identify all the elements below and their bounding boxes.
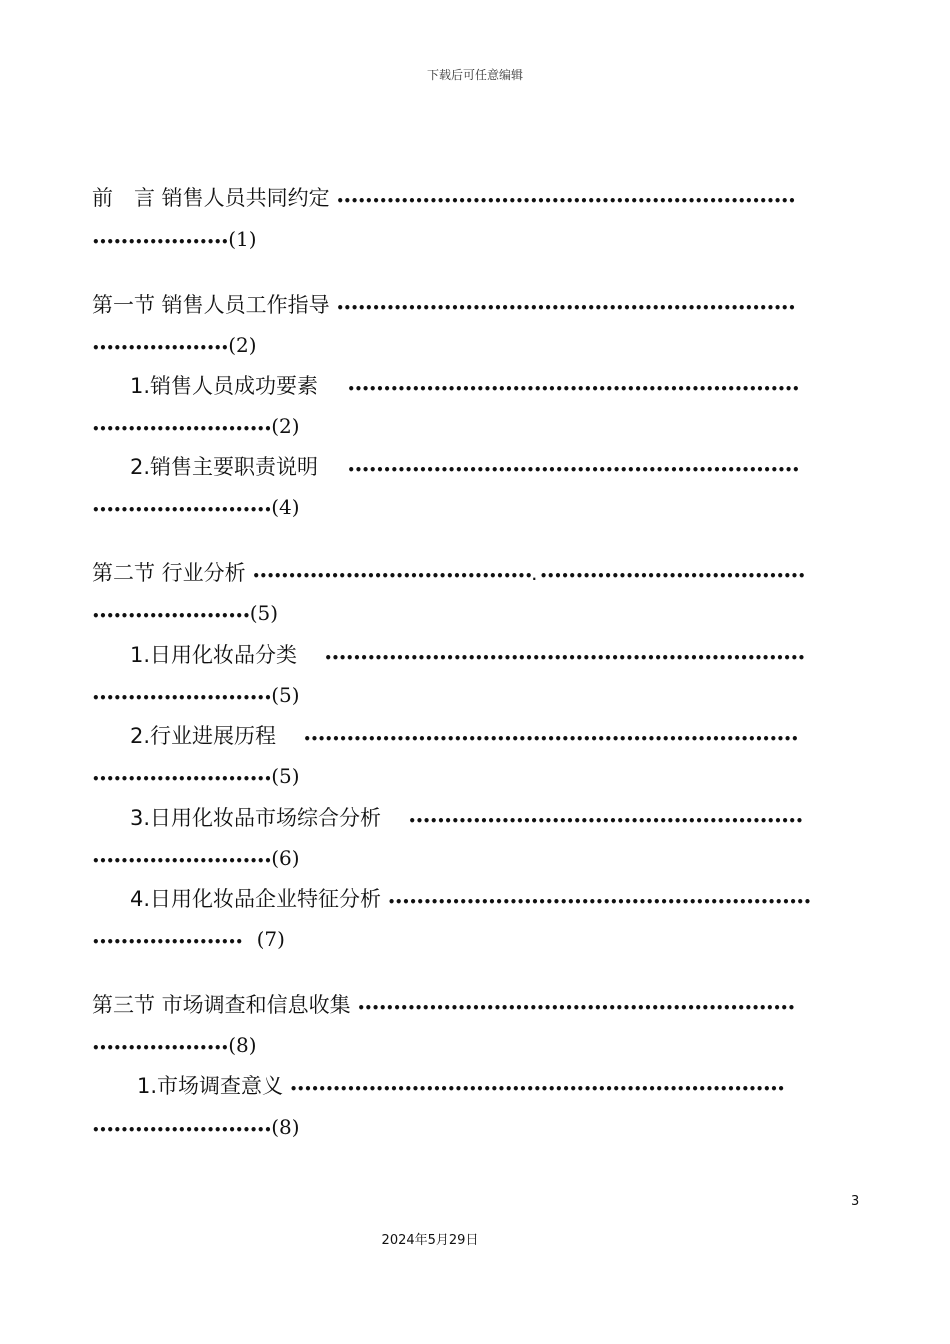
toc-entry-page-line	[92, 1112, 300, 1142]
toc-leader-dots: •••••••••••••••••••••••••••••••••••••••••••••••••••••••••••••••••••••	[303, 732, 799, 746]
toc-leader-dots: •••••••••••••••••••	[92, 235, 229, 249]
toc-leader-dots: •••••••••••••••••••••	[92, 935, 243, 949]
toc-entry-title: 2.行业进展历程	[130, 724, 277, 748]
toc-entry-title-line[interactable]	[130, 371, 799, 401]
toc-leader-dots: •••••••••••••••••••••••••••••••••••••••••••••••••••••••••••••••••••	[324, 651, 805, 665]
toc-entry-title-line[interactable]	[92, 558, 805, 588]
toc-page-number: (5)	[249, 601, 279, 625]
toc-leader-dots: •••••••••••••••••••	[92, 1041, 229, 1055]
toc-page-number: (6)	[271, 846, 300, 870]
toc-entry-title: 1.市场调查意义	[137, 1074, 284, 1098]
toc-entry-page-line	[92, 598, 278, 628]
toc-entry-page-line	[92, 411, 300, 441]
page-header: 下载后可任意编辑	[426, 68, 523, 82]
toc-leader-dots: •••••••••••••••••••	[92, 341, 229, 355]
toc-page-number: (8)	[271, 1115, 300, 1139]
toc-entry-title-line[interactable]	[92, 183, 795, 213]
toc-page-number: (7)	[256, 927, 285, 951]
toc-entry-page-line	[92, 761, 300, 791]
toc-leader-dots: •••••••••••••••••••••••••	[92, 772, 272, 786]
toc-entry-title-line[interactable]	[130, 884, 811, 914]
toc-entry-page-line	[92, 843, 300, 873]
toc-leader-dots: ••••••••••••••••••••••••••••••••••••••••••••••••••••••••••••••••	[336, 301, 796, 315]
toc-entry-title: 第一节 销售人员工作指导	[92, 293, 330, 317]
toc-entry-title-line[interactable]	[130, 803, 803, 833]
toc-entry-title-line[interactable]	[130, 640, 805, 670]
toc-leader-dots: •••••••••••••••••••••••••	[92, 422, 272, 436]
toc-leader-dots: •••••••••••••••••••••••••••••••••••••••••••••••••••••••••••	[387, 895, 811, 909]
toc-entry-title-line[interactable]	[130, 452, 799, 482]
toc-leader-dots: ••••••••••••••••••••••	[92, 609, 250, 623]
toc-entry-title-line[interactable]	[92, 990, 795, 1020]
toc-leader-dots: •••••••••••••••••••••••••••••••••••••••••••••••••••••••••••••••	[347, 463, 800, 477]
toc-entry-page-line	[92, 680, 300, 710]
toc-leader-dots: •••••••••••••••••••••••••	[92, 691, 272, 705]
toc-entry-title: 2.销售主要职责说明	[130, 455, 319, 479]
toc-entry-page-line	[92, 224, 257, 254]
toc-leader-dots: •••••••••••••••••••••••••	[92, 854, 272, 868]
toc-leader-dots: ••••••••••••••••••••••••••••••••••••••••••••••••••••••••••••••••	[336, 194, 796, 208]
toc-entry-title: 3.日用化妆品市场综合分析	[130, 806, 382, 830]
toc-page-number: (8)	[228, 1033, 257, 1057]
toc-leader-dots: •••••••••••••••••••••••••••••••••••••••••••••••••••••••••••••••	[347, 382, 800, 396]
toc-entry-title-line[interactable]	[137, 1071, 784, 1101]
toc-leader-dots: •••••••••••••••••••••••••	[92, 1123, 272, 1137]
toc-page-number: (4)	[271, 495, 300, 519]
toc-page-number: (2)	[271, 414, 300, 438]
toc-entry-page-line	[92, 492, 300, 522]
toc-entry-title-line[interactable]	[92, 290, 795, 320]
page-footer-date: 2024年5月29日	[381, 1233, 479, 1248]
toc-page-number: (1)	[228, 227, 257, 251]
toc-page-number: (2)	[228, 333, 257, 357]
toc-leader-dots: •••••••••••••••••••••••••••••••••••••••••••••••••••••••••••••••••••••	[289, 1082, 785, 1096]
toc-entry-title: 第三节 市场调查和信息收集	[92, 993, 351, 1017]
toc-page-number: (5)	[271, 683, 300, 707]
toc-leader-dots: •••••••••••••••••••••••••	[92, 503, 272, 517]
toc-entry-title-line[interactable]	[130, 721, 798, 751]
toc-leader-dots: •••••••••••••••••••••••••••••••••••••••••••••••••••••••	[408, 814, 803, 828]
toc-entry-title: 第二节 行业分析	[92, 561, 246, 585]
toc-entry-page-line	[92, 330, 257, 360]
toc-entry-title: 1.日用化妆品分类	[130, 643, 298, 667]
page-number: 3	[851, 1194, 860, 1209]
toc-page-number: (5)	[271, 764, 300, 788]
toc-entry-title: 前 言 销售人员共同约定	[92, 186, 330, 210]
toc-entry-title: 1.销售人员成功要素	[130, 374, 319, 398]
toc-entry-page-line	[92, 924, 285, 954]
toc-leader-dots: •••••••••••••••••••••••••••••••••••••••••••••••••••••••••••••	[357, 1001, 795, 1015]
toc-entry-title: 4.日用化妆品企业特征分析	[130, 887, 382, 911]
toc-leader-dots: •••••••••••••••••••••••••••••••••••••••. •••••••••••••••••••••••••••••••••••••	[252, 569, 806, 583]
toc-entry-page-line	[92, 1030, 257, 1060]
